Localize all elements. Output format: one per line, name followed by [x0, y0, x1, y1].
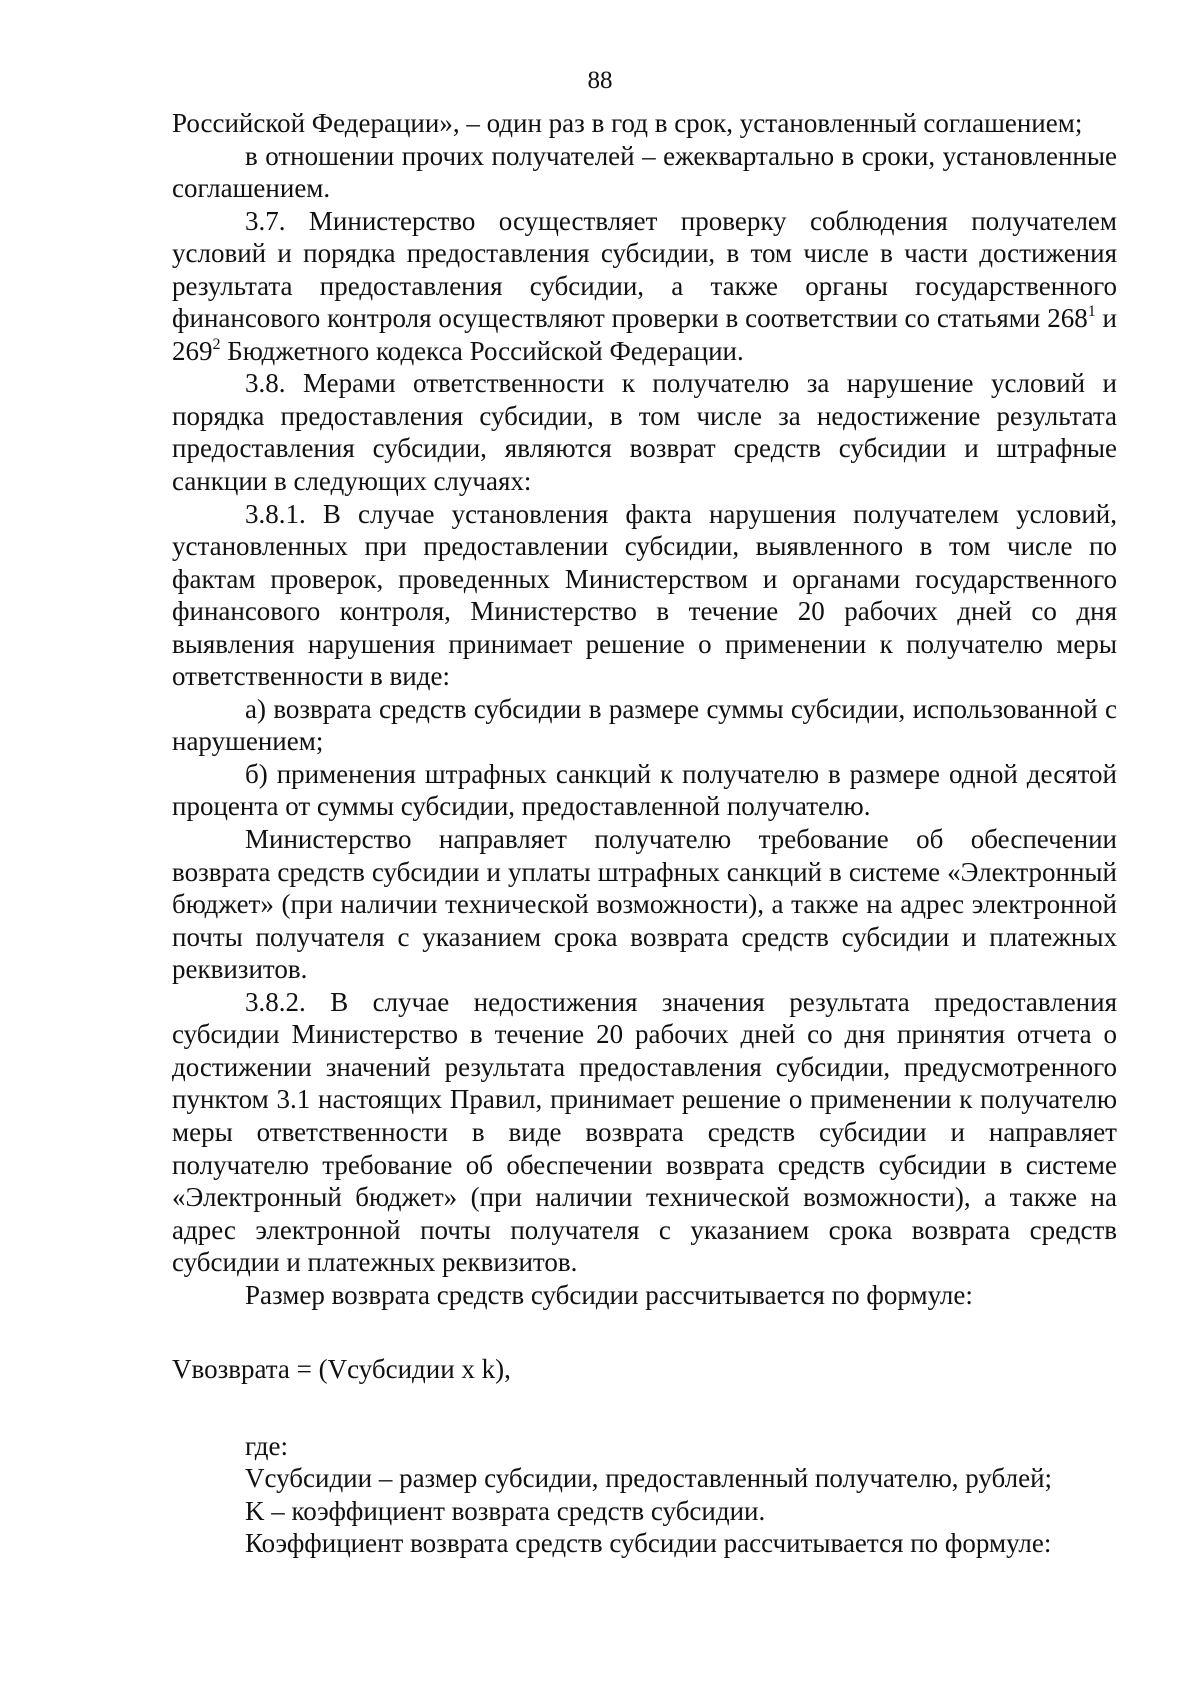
definition-v-subsidy: Vсубсидии – размер субсидии, предоставленный получателю, рублей; [245, 1463, 1053, 1494]
paragraph-coefficient-formula-intro: Коэффициент возврата средств субсидии рассчитывается по формуле: [245, 1528, 1052, 1559]
paragraph-3-7-text: 3.7. Министерство осуществляет проверку соблюдения получателем условий и порядка предоставления субсидии, в том числе в части достижения результата предоставления субсидии, а также органы государственного финансового контроля осуществляют проверки в соответствии со статьями 268 [172, 205, 1117, 334]
formula-where-label: где: [245, 1430, 288, 1461]
footnote-superscript-1: 1 [1087, 303, 1096, 321]
definition-k-coefficient: K – коэффициент возврата средств субсидии. [245, 1495, 766, 1526]
paragraph-3-7 [172, 205, 1117, 368]
formula-return-amount: Vвозврата = (Vсубсидии x k), [172, 1354, 511, 1385]
paragraph-ministry-demand: Министерство направляет получателю требование об обеспечении возврата средств субсидии и уплаты штрафных санкций в системе «Электронный бюджет» (при наличии технической возможности), а также на адрес электронной почты получателя с указанием срока возврата средств субсидии и платежных реквизитов. [172, 824, 1117, 985]
page-number: 88 [587, 67, 613, 94]
paragraph-3-7-text-mid: и 269 [172, 303, 1117, 366]
paragraph-3-8-2: 3.8.2. В случае недостижения значения результата предоставления субсидии Министерство в течение 20 рабочих дней со дня принятия отчета о достижении значений результата предоставления субсидии, предусмотренного пунктом 3.1 настоящих Правил, принимает решение о применении к получателю меры ответственности в виде возврата средств субсидии и направляет получателю требование об обеспечении возврата средств субсидии в системе «Электронный бюджет» (при наличии технической возможности), а также на адрес электронной почты получателя с указанием срока возврата средств субсидии и платежных реквизитов. [172, 986, 1117, 1278]
paragraph-federation-clause: Российской Федерации», – один раз в год в срок, установленный соглашением; [172, 108, 1083, 138]
footnote-superscript-2: 2 [212, 335, 221, 353]
document-body [172, 107, 1117, 1560]
paragraph-3-8-1: 3.8.1. В случае установления факта нарушения получателем условий, установленных при предоставлении субсидии, выявленного в том числе по фактам проверок, проведенных Министерством и органами государственного финансового контроля, Министерство в течение 20 рабочих дней со дня выявления нарушения принимает решение о применении к получателю меры ответственности в виде: [172, 498, 1117, 692]
paragraph-other-recipients: в отношении прочих получателей – ежеквартально в сроки, установленные соглашением. [172, 140, 1117, 204]
paragraph-3-7-text-end: Бюджетного кодекса Российской Федерации. [220, 335, 744, 366]
list-item-b: б) применения штрафных санкций к получателю в размере одной десятой процента от суммы субсидии, предоставленной получателю. [172, 758, 1117, 822]
paragraph-3-8: 3.8. Мерами ответственности к получателю за нарушение условий и порядка предоставления субсидии, в том числе за недостижение результата предоставления субсидии, являются возврат средств субсидии и штрафные санкции в следующих случаях: [172, 368, 1117, 497]
paragraph-formula-intro: Размер возврата средств субсидии рассчитывается по формуле: [245, 1279, 973, 1310]
list-item-a: а) возврата средств субсидии в размере суммы субсидии, использованной с нарушением; [172, 693, 1117, 757]
